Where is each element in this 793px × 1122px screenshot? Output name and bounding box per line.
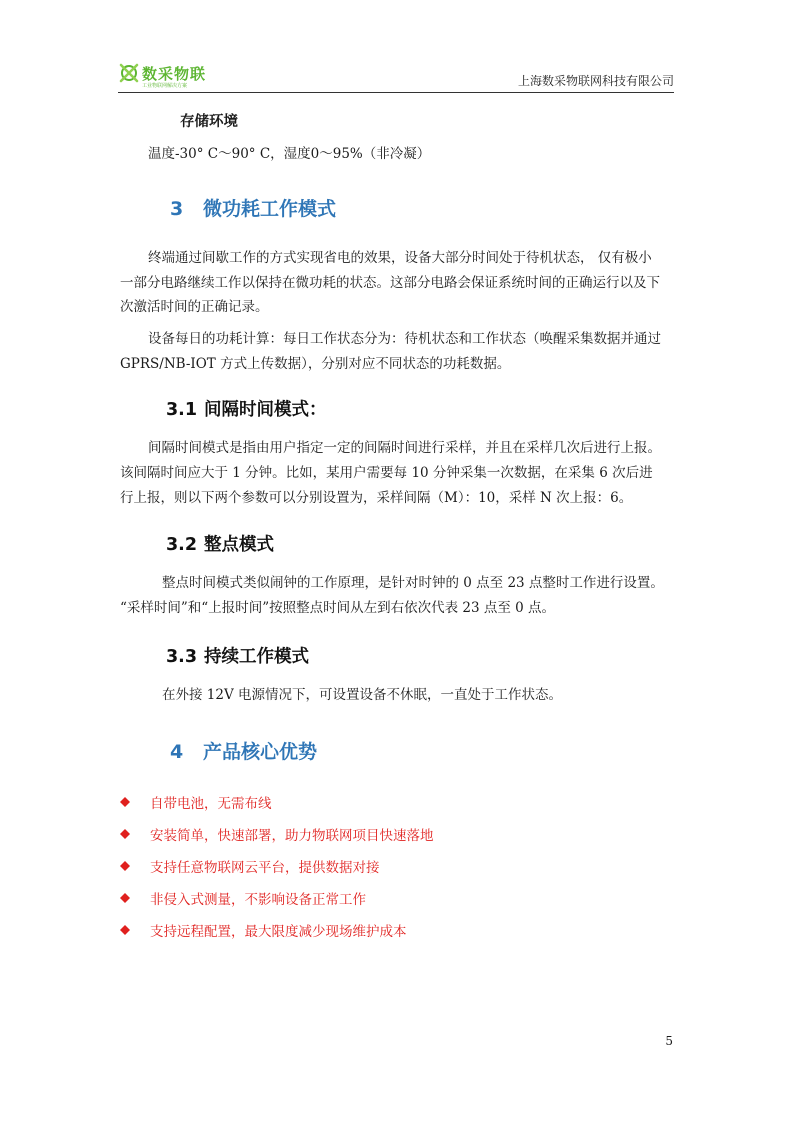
section-3-2-heading <box>166 531 274 556</box>
section-title: 产品核心优势 <box>203 741 318 763</box>
storage-text: 温度-30° C～90° C，湿度0～95%（非冷凝） <box>148 146 431 162</box>
advantage-text: 安装简单，快速部署，助力物联网项目快速落地 <box>150 828 434 844</box>
section-title: 持续工作模式 <box>204 647 309 667</box>
logo-icon <box>118 62 140 84</box>
section-title: 微功耗工作模式 <box>203 198 337 220</box>
paragraph-line: 次激活时间的正确记录。 <box>120 299 269 315</box>
advantage-text: 自带电池，无需布线 <box>150 796 272 812</box>
diamond-bullet-icon <box>120 829 130 839</box>
section-title: 整点模式 <box>204 535 274 555</box>
paragraph-line: 行上报，则以下两个参数可以分别设置为，采样间隔（M）：10，采样 N 次上报：6。 <box>120 490 633 506</box>
advantage-item <box>120 824 434 844</box>
advantage-item <box>120 920 407 940</box>
paragraph-line: GPRS/NB-IOT 方式上传数据），分别对应不同状态的功耗数据。 <box>120 356 511 372</box>
paragraph-line: 设备每日的功耗计算：每日工作状态分为：待机状态和工作状态（唤醒采集数据并通过 <box>148 331 661 347</box>
advantage-item <box>120 856 380 876</box>
diamond-bullet-icon <box>120 797 130 807</box>
logo-text: 数采物联 <box>142 64 207 83</box>
paragraph-line: 终端通过间歇工作的方式实现省电的效果，设备大部分时间处于待机状态， 仅有极小 <box>148 250 652 266</box>
logo-subtitle: 工业物联网解决方案 <box>142 83 188 89</box>
advantage-text: 支持任意物联网云平台，提供数据对接 <box>150 860 380 876</box>
advantage-text: 非侵入式测量，不影响设备正常工作 <box>150 892 366 908</box>
paragraph-line: 整点时间模式类似闹钟的工作原理，是针对时钟的 0 点至 23 点整时工作进行设置。 <box>162 575 664 591</box>
section-3-3-heading <box>166 643 309 668</box>
paragraph-line: 一部分电路继续工作以保持在微功耗的状态。这部分电路会保证系统时间的正确运行以及下 <box>120 275 660 291</box>
diamond-bullet-icon <box>120 893 130 903</box>
paragraph-line: “采样时间”和“上报时间”按照整点时间从左到右依次代表 23 点至 0 点。 <box>120 600 556 616</box>
storage-title: 存储环境 <box>180 114 238 130</box>
diamond-bullet-icon <box>120 861 130 871</box>
diamond-bullet-icon <box>120 925 130 935</box>
section-number: 3.2 <box>166 535 198 555</box>
section-3-1-heading <box>166 396 327 421</box>
page-header <box>118 60 674 93</box>
section-title: 间隔时间模式： <box>204 400 327 420</box>
advantage-text: 支持远程配置，最大限度减少现场维护成本 <box>150 924 407 940</box>
section-number: 3 <box>170 198 184 220</box>
section-number: 3.3 <box>166 647 198 667</box>
advantage-item <box>120 888 366 908</box>
section-3-heading <box>170 194 336 221</box>
section-number: 3.1 <box>166 400 198 420</box>
company-name: 上海数采物联网科技有限公司 <box>517 74 674 88</box>
company-logo <box>118 62 206 84</box>
advantage-item <box>120 792 272 812</box>
paragraph-line: 该间隔时间应大于 1 分钟。比如，某用户需要每 10 分钟采集一次数据，在采集 6 次后进 <box>120 465 653 481</box>
paragraph-line: 在外接 12V 电源情况下，可设置设备不休眠，一直处于工作状态。 <box>162 687 563 703</box>
section-4-heading <box>170 737 317 764</box>
page-number: 5 <box>665 1034 673 1048</box>
paragraph-line: 间隔时间模式是指由用户指定一定的间隔时间进行采样，并且在采样几次后进行上报。 <box>148 440 661 456</box>
section-number: 4 <box>170 741 184 763</box>
